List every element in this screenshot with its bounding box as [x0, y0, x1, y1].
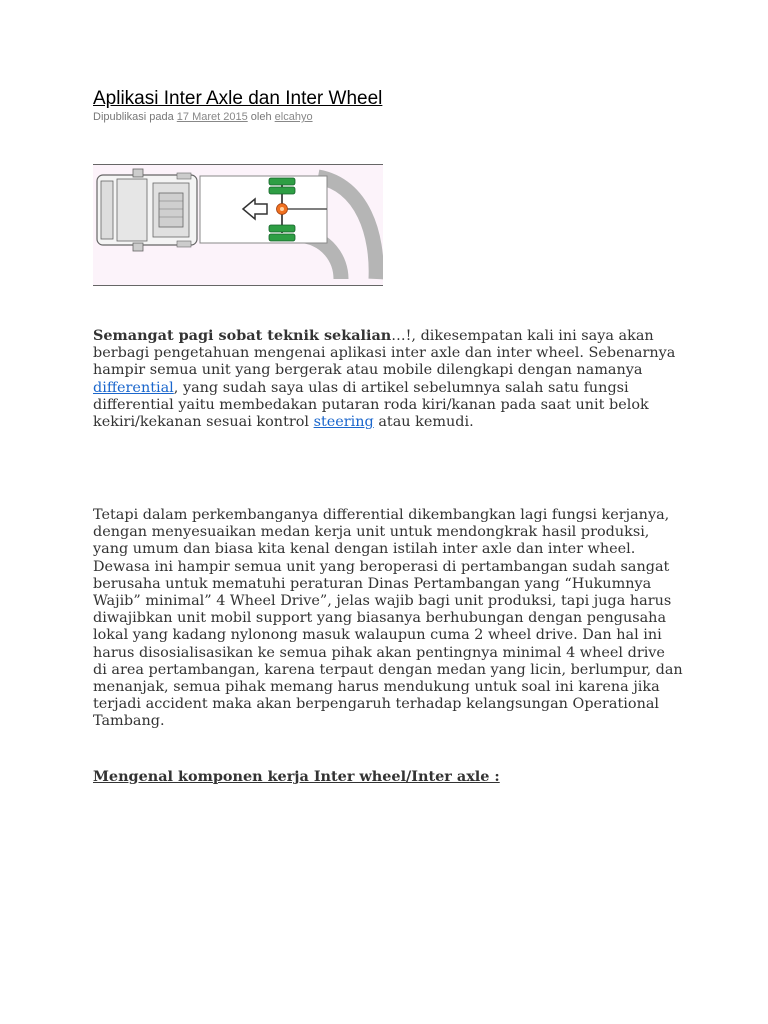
differential-link[interactable]: differential: [93, 379, 174, 396]
post-meta: [93, 110, 683, 124]
meta-prefix: Dipublikasi pada: [93, 111, 174, 123]
post-date-link[interactable]: 17 Maret 2015: [176, 111, 248, 123]
post-title[interactable]: Aplikasi Inter Axle dan Inter Wheel: [93, 88, 383, 109]
differential-icon: [277, 204, 288, 215]
meta-by: oleh: [250, 111, 272, 123]
para1-text-c: atau kemudi.: [373, 414, 474, 431]
author-link[interactable]: elcahyo: [274, 111, 313, 123]
para1-text-b: , yang sudah saya ulas di artikel sebelumnya salah satu fungsi differential yaitu membedakan putaran roda kiri/kanan pada saat unit belok kekiri/kekanan sesuai kontrol: [93, 379, 649, 431]
steering-link[interactable]: steering: [313, 414, 374, 431]
intro-paragraph: [93, 327, 683, 431]
greeting-suffix: …!: [391, 328, 412, 344]
article: [93, 88, 683, 785]
para1-text-a: , dikesempatan kali ini saya akan berbagi pengetahuan mengenai aplikasi inter axle dan inter wheel. Sebenarnya hampir semua unit yang bergerak atau mobile dilengkapi dengan namanya: [93, 328, 676, 379]
truck-cab-icon: [97, 169, 197, 251]
second-paragraph: Tetapi dalam perkembanganya differential dikembangkan lagi fungsi kerjanya, dengan menyesuaikan medan kerja unit untuk mendongkrak hasil produksi, yang umum dan biasa kita kenal dengan istilah inter axle dan inter wheel. Dewasa ini hampir semua unit yang beroperasi di pertambangan sudah sangat berusaha untuk mematuhi peraturan Dinas Pertambangan yang “Hukumnya Wajib” minimal” 4 Wheel Drive”, jelas wajib bagi unit produksi, tapi juga harus diwajibkan unit mobil support yang biasanya berhubungan dengan pengusaha lokal yang kadang nylonong masuk walaupun cuma 2 wheel drive. Dan hal ini harus disosialisasikan ke semua pihak akan pentingnya minimal 4 wheel drive di area pertambangan, karena terpaut dengan medan yang licin, berlumpur, dan menanjak, semua pihak memang harus mendukung untuk soal ini karena jika terjadi accident maka akan berpengaruh terhadap kelangsungan Operational Tambang.: [93, 507, 683, 730]
truck-diagram-svg: [93, 165, 383, 283]
truck-diagram-image: [93, 164, 383, 286]
greeting-bold: Semangat pagi sobat teknik sekalian: [93, 327, 392, 344]
section-heading: Mengenal komponen kerja Inter wheel/Inter axle :: [93, 768, 500, 785]
